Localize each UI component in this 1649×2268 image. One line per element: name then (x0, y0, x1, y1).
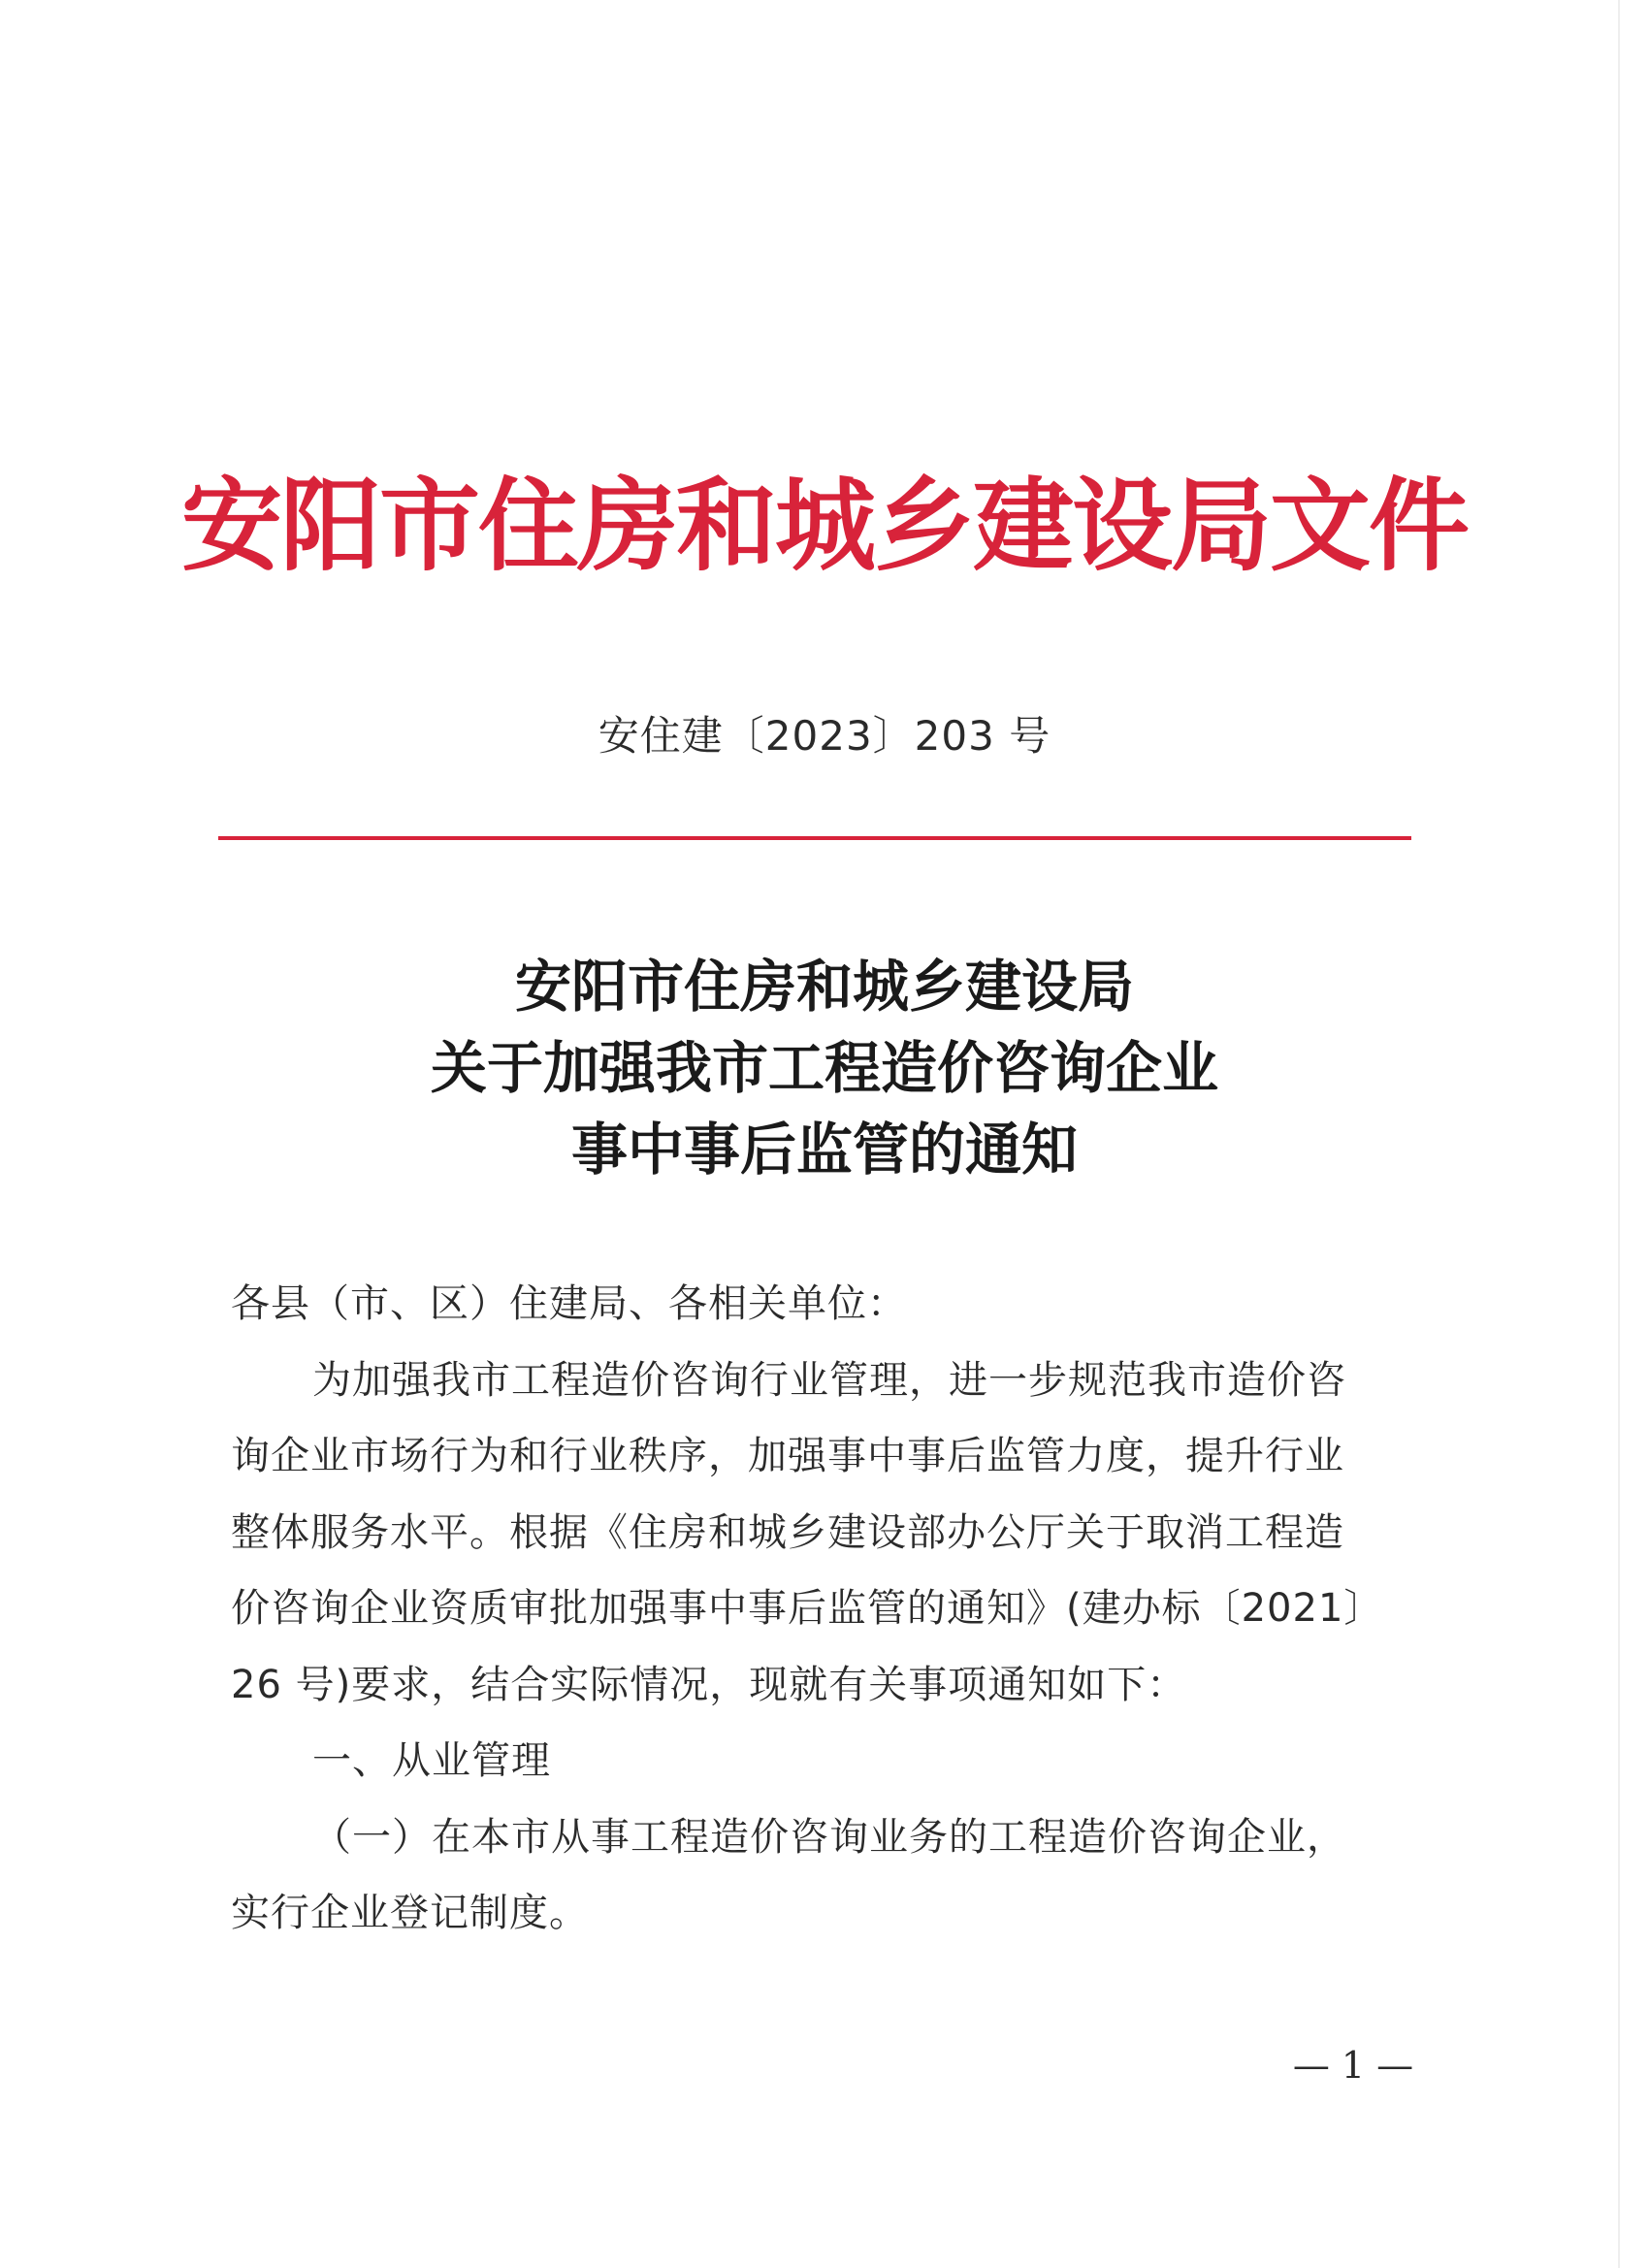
document-number: 安住建〔2023〕203 号 (598, 712, 1051, 760)
body-line: 整体服务水平。根据《住房和城乡建设部办公厅关于取消工程造 (231, 1509, 1344, 1555)
body-line: 为加强我市工程造价咨询行业管理，进一步规范我市造价咨 (312, 1357, 1346, 1403)
red-separator-line (218, 836, 1411, 840)
notice-title-line-2: 关于加强我市工程造价咨询企业 (430, 1035, 1218, 1101)
notice-title-line-1: 安阳市住房和城乡建设局 (514, 954, 1134, 1020)
section-heading: 一、从业管理 (312, 1738, 551, 1783)
notice-body (231, 1266, 1424, 1952)
body-line: 实行企业登记制度。 (231, 1891, 589, 1935)
salutation: 各县（市、区）住建局、各相关单位： (231, 1281, 907, 1326)
body-line: 价咨询企业资质审批加强事中事后监管的通知》(建办标〔2021〕 (231, 1586, 1384, 1631)
body-line: （一）在本市从事工程造价咨询业务的工程造价咨询企业， (312, 1814, 1346, 1860)
page-number: — 1 — (1292, 2044, 1414, 2087)
notice-title-line-3: 事中事后监管的通知 (570, 1117, 1078, 1183)
body-line: 26 号)要求，结合实际情况，现就有关事项通知如下： (231, 1662, 1187, 1707)
body-line: 询企业市场行为和行业秩序，加强事中事后监管力度，提升行业 (231, 1434, 1344, 1478)
red-header-title: 安阳市住房和城乡建设局文件 (180, 466, 1468, 585)
notice-title (0, 946, 1649, 1190)
